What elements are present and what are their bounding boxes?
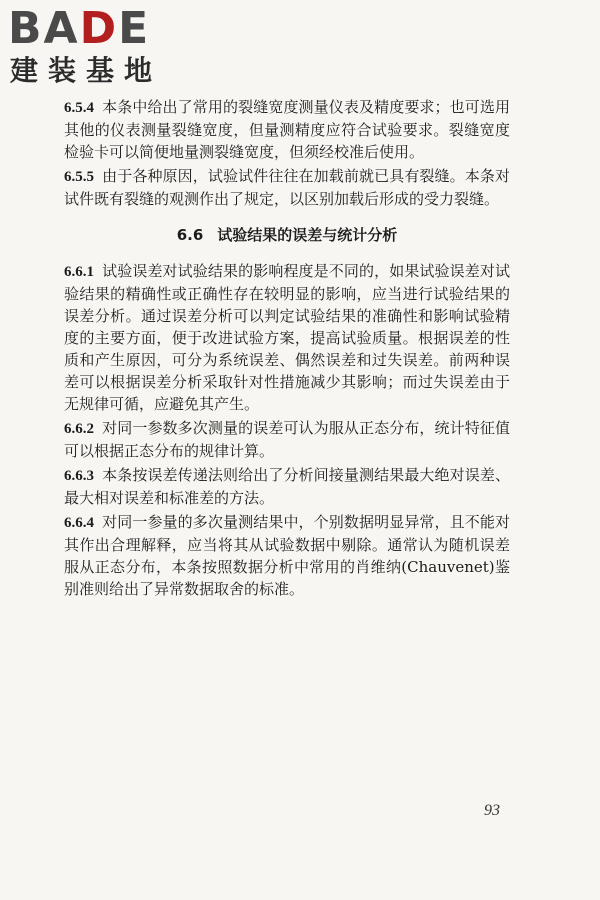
clause-number: 6.6.3	[64, 468, 94, 484]
clause-text: 对同一参量的多次量测结果中，个别数据明显异常，且不能对其作出合理解释，应当将其从试验数据中剔除。通常认为随机误差服从正态分布，本条按照数据分析中常用的肖维纳(Chauvenet)鉴别准则给出了异常数据取舍的标准。	[64, 513, 510, 598]
logo-brand: BADE	[8, 3, 151, 54]
page-content	[64, 96, 510, 602]
watermark-logo	[8, 4, 198, 90]
clause-6-6-3	[64, 464, 510, 509]
clause-text: 本条按误差传递法则给出了分析间接量测结果最大绝对误差、最大相对误差和标准差的方法。	[64, 466, 510, 507]
clause-text: 试验误差对试验结果的影响程度是不同的，如果试验误差对试验结果的精确性或正确性存在较明显的影响，应当进行试验结果的误差分析。通过误差分析可以判定试验结果的准确性和影响试验精度的主要方面，便于改进试验方案，提高试验质量。根据误差的性质和产生原因，可分为系统误差、偶然误差和过失误差。前两种误差可以根据误差分析采取针对性措施减少其影响；而过失误差由于无规律可循，应避免其产生。	[64, 262, 510, 413]
logo-subtitle: 建装基地	[10, 54, 163, 87]
section-number: 6.6	[176, 226, 204, 244]
clause-6-5-5	[64, 165, 510, 210]
clause-text: 本条中给出了常用的裂缝宽度测量仪表及精度要求；也可选用其他的仪表测量裂缝宽度，但量测精度应符合试验要求。裂缝宽度检验卡可以简便地量测裂缝宽度，但须经校准后使用。	[64, 98, 510, 161]
clause-number: 6.6.1	[64, 264, 94, 280]
clause-number: 6.6.4	[64, 515, 94, 531]
clause-6-6-4	[64, 511, 510, 600]
clause-6-5-4	[64, 96, 510, 163]
clause-6-6-1	[64, 260, 510, 415]
clause-text: 对同一参数多次测量的误差可认为服从正态分布，统计特征值可以根据正态分布的规律计算。	[64, 419, 510, 460]
clause-6-6-2	[64, 417, 510, 462]
clause-number: 6.5.4	[64, 100, 94, 116]
section-title-text: 试验结果的误差与统计分析	[217, 226, 398, 244]
clause-number: 6.5.5	[64, 169, 94, 185]
clause-number: 6.6.2	[64, 421, 94, 437]
section-heading	[64, 224, 510, 246]
page-number: 93	[484, 802, 500, 819]
clause-text: 由于各种原因，试验试件往往在加载前就已具有裂缝。本条对试件既有裂缝的观测作出了规定，以区别加载后形成的受力裂缝。	[64, 167, 510, 208]
